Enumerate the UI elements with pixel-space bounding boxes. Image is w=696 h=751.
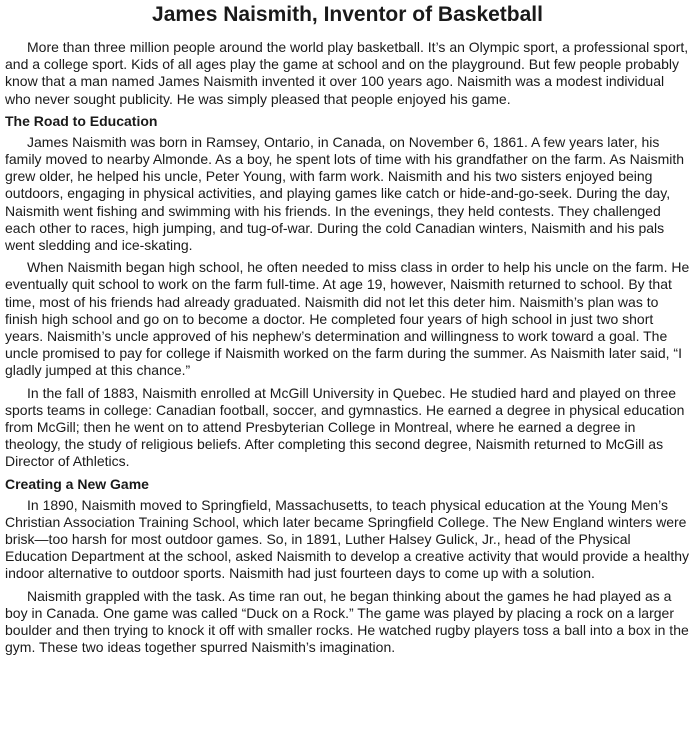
intro-paragraph: More than three million people around the world play basketball. It’s an Olympic sport, a professional sport, and a college sport. Kids of all ages play the game at school and on the playground. But few people probably know that a man named James Naismith invented it over 100 years ago. Naismith was a modest individual who never sought publicity. He was simply pleased that people enjoyed his game. [5,39,689,107]
section-heading-creating-a-new-game: Creating a New Game [5,475,149,492]
body-paragraph: In 1890, Naismith moved to Springfield, Massachusetts, to teach physical education at the Young Men’s Christian Association Training School, which later became Springfield College. The New England winters were brisk—too harsh for most outdoor games. So, in 1891, Luther Halsey Gulick, Jr., head of the Physical Education Department at the school, asked Naismith to develop a creative activity that would provide a healthy indoor alternative to outdoor sports. Naismith had just fourteen days to come up with a solution. [5,496,690,582]
body-paragraph: When Naismith began high school, he often needed to miss class in order to help his uncle on the farm. He eventually quit school to work on the farm full-time. At age 19, however, Naismith returned to school. By that time, most of his friends had already graduated. Naismith did not let this deter him. Naismith’s plan was to finish high school and go on to become a doctor. He completed four years of high school in just two short years. Naismith’s uncle approved of his nephew’s determination and willingness to work toward a goal. The uncle promised to pay for college if Naismith worked on the farm during the summer. As Naismith later said, “I gladly jumped at this chance.” [5,259,690,379]
article-title: James Naismith, Inventor of Basketball [152,3,543,26]
body-paragraph: In the fall of 1883, Naismith enrolled at McGill University in Quebec. He studied hard and played on three sports teams in college: Canadian football, soccer, and gymnastics. He earned a degree in physical education from McGill; then he went on to attend Presbyterian College in Montreal, where he earned a degree in theology, the study of religious beliefs. After completing this second degree, Naismith returned to McGill as Director of Athletics. [5,384,685,470]
body-paragraph: Naismith grappled with the task. As time ran out, he began thinking about the games he had played as a boy in Canada. One game was called “Duck on a Rock.” The game was played by placing a rock on a larger boulder and then trying to knock it off with smaller rocks. He watched rugby players toss a ball into a box in the gym. These two ideas together spurred Naismith’s imagination. [5,587,689,656]
body-paragraph: James Naismith was born in Ramsey, Ontario, in Canada, on November 6, 1861. A few years later, his family moved to nearby Almonde. As a boy, he spent lots of time with his grandfather on the farm. As Naismith grew older, he helped his uncle, Peter Young, with farm work. Naismith and his two sisters enjoyed being outdoors, engaging in physical activities, and playing games like catch or hide-and-go-seek. During the day, Naismith went fishing and swimming with his friends. In the evenings, they held contests. They challenged each other to races, high jumping, and tug-of-war. During the cold Canadian winters, Naismith and his pals went sledding and ice-skating. [5,133,685,254]
section-heading-road-to-education: The Road to Education [5,112,158,129]
